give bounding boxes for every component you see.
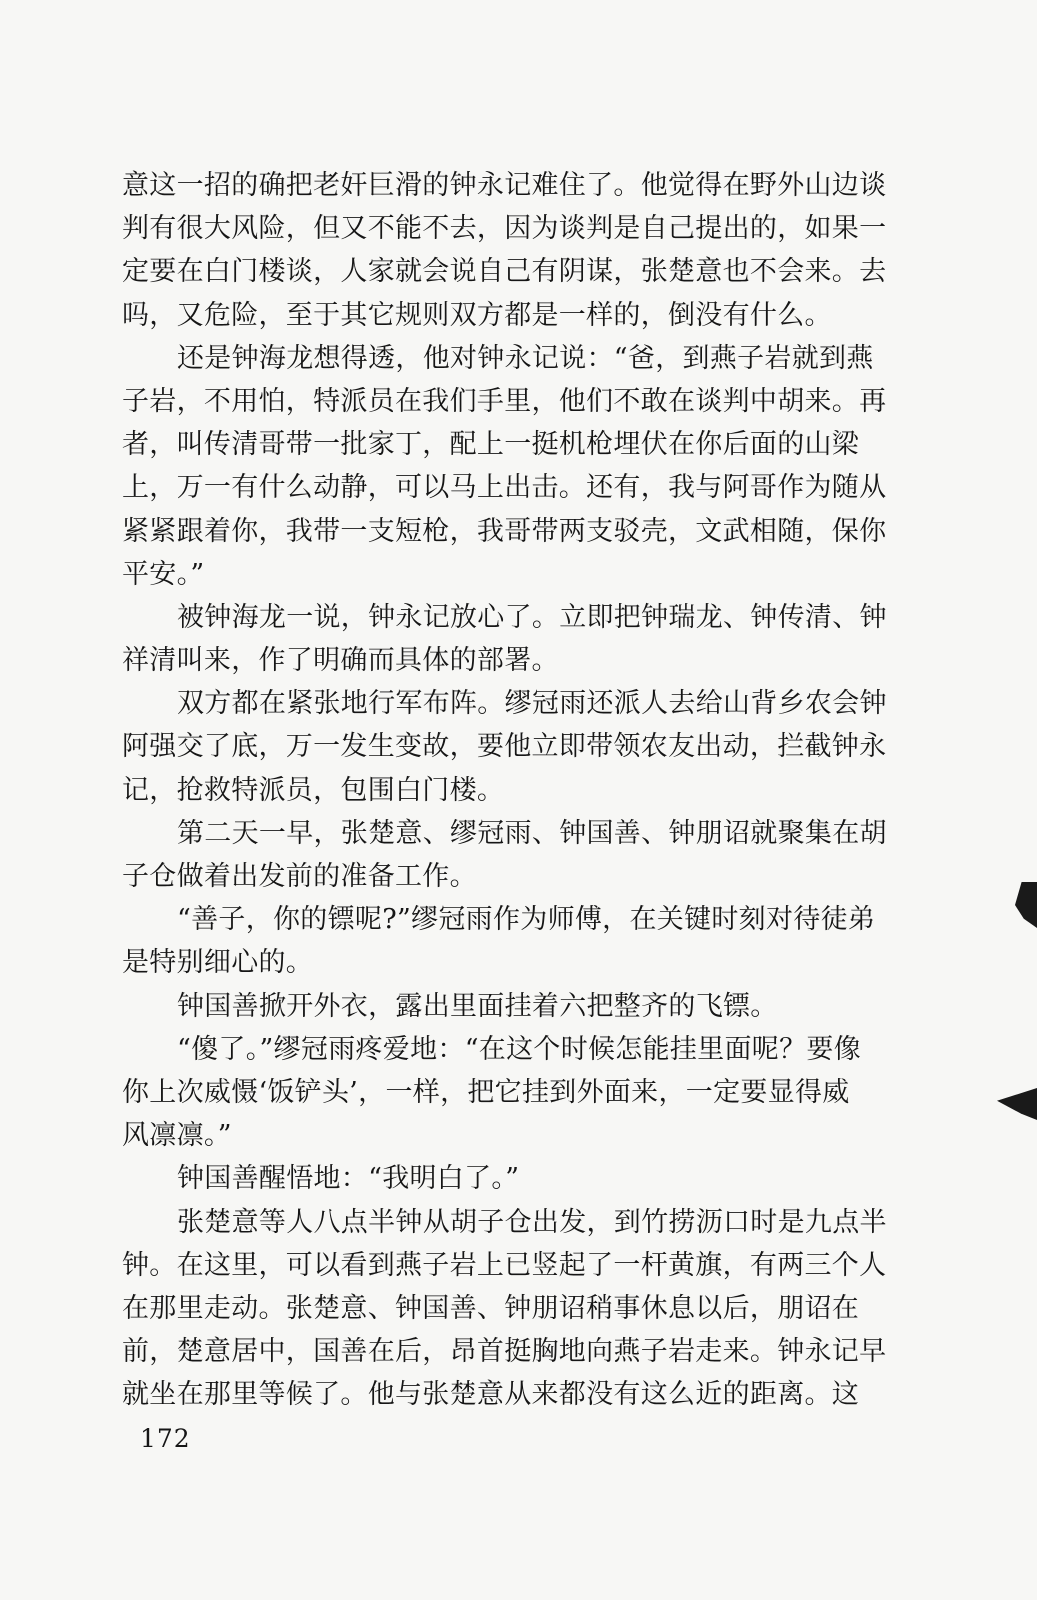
text-line: 钟。在这里，可以看到燕子岩上已竖起了一杆黄旗，有两三个人 [122,1249,887,1281]
text-line: 是特别细心的。 [122,947,314,979]
text-line: 第二天一早，张楚意、缪冠雨、钟国善、钟朋诏就聚集在胡 [177,817,887,849]
text-line: 在那里走动。张楚意、钟国善、钟朋诏稍事休息以后，朋诏在 [122,1292,860,1324]
text-line: 子仓做着出发前的准备工作。 [122,861,477,892]
text-line: 意这一招的确把老奸巨滑的钟永记难住了。他觉得在野外山边谈 [122,170,887,201]
page-number: 172 [140,1424,191,1453]
text-line: 记，抢救特派员，包围白门楼。 [122,774,505,806]
text-line: 上，万一有什么动静，可以马上出击。还有，我与阿哥作为随从 [122,472,887,504]
scan-artifact-mark [997,1088,1037,1120]
text-line: 被钟海龙一说，钟永记放心了。立即把钟瑞龙、钟传清、钟 [177,601,887,633]
text-line: 紧紧跟着你，我带一支短枪，我哥带两支驳壳，文武相随，保你 [122,515,887,547]
text-line: 还是钟海龙想得透，他对钟永记说：“爸，到燕子岩就到燕 [177,342,874,374]
text-line: 钟国善掀开外衣，露出里面挂着六把整齐的飞镖。 [177,990,778,1022]
text-line: 前，楚意居中，国善在后，昂首挺胸地向燕子岩走来。钟永记早 [122,1336,887,1368]
text-line: 阿强交了底，万一发生变故，要他立即带领农友出动，拦截钟永 [122,731,887,763]
text-line: 你上次威慑‘饭铲头’，一样，把它挂到外面来，一定要显得威 [122,1076,850,1108]
text-line: 钟国善醒悟地：“我明白了。” [177,1163,520,1195]
scan-artifact-mark [1015,882,1037,928]
text-line: 祥清叫来，作了明确而具体的部署。 [122,645,559,677]
text-line: 判有很大风险，但又不能不去，因为谈判是自己提出的，如果一 [122,213,887,245]
text-line: 双方都在紧张地行军布阵。缪冠雨还派人去给山背乡农会钟 [177,688,887,720]
text-line: 风凛凛。” [122,1120,232,1152]
body-text [122,164,922,1416]
text-line: 子岩，不用怕，特派员在我们手里，他们不敢在谈判中胡来。再 [122,385,887,417]
text-line: 平安。” [122,558,205,590]
text-line: 吗，又危险，至于其它规则双方都是一样的，倒没有什么。 [122,299,832,331]
text-line: 定要在白门楼谈，人家就会说自己有阴谋，张楚意也不会来。去 [122,256,887,288]
text-line: 就坐在那里等候了。他与张楚意从来都没有这么近的距离。这 [122,1379,860,1411]
text-line: “傻了。”缪冠雨疼爱地：“在这个时候怎能挂里面呢？要像 [177,1033,862,1065]
text-line: “善子，你的镖呢?”缪冠雨作为师傅，在关键时刻对待徒弟 [177,904,876,936]
text-line: 张楚意等人八点半钟从胡子仓出发，到竹捞沥口时是九点半 [177,1206,887,1238]
text-line: 者，叫传清哥带一批家丁，配上一挺机枪埋伏在你后面的山梁 [122,429,860,461]
